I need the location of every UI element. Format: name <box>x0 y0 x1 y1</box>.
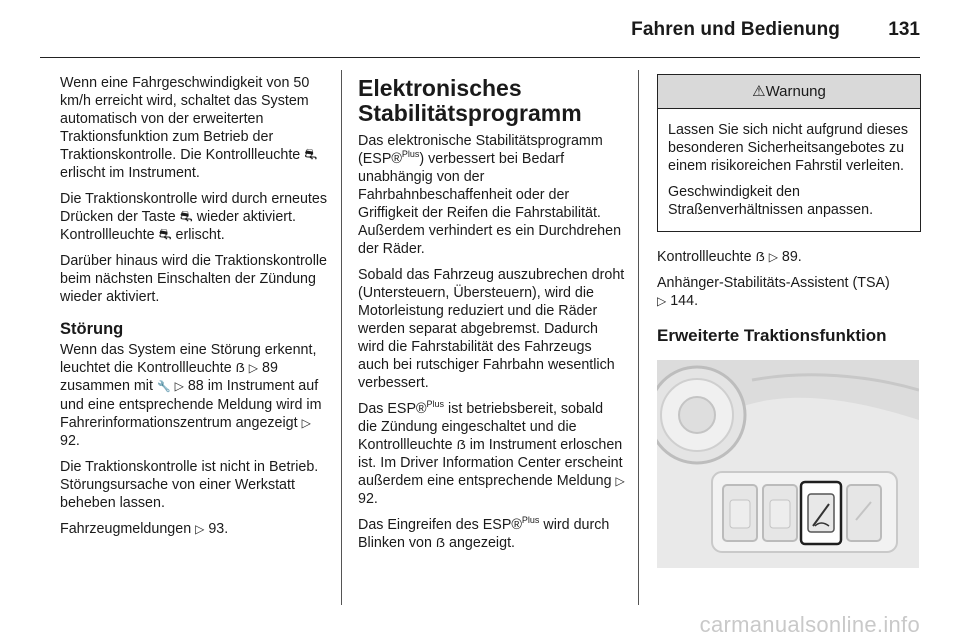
watermark: carmanualsonline.info <box>699 612 920 637</box>
paragraph: Wenn eine Fahrgeschwindigkeit von 50 km/h erreicht wird, schaltet das System automatisch von der erweiterten Traktionsfunktion zum Betrieb der Traktionskontrolle. Die Kontrollleuchte ⛐ erlischt im Instrument. <box>60 75 318 181</box>
ref-arrow-icon[interactable]: ▷ <box>657 294 667 308</box>
column-divider-2 <box>638 70 639 605</box>
ref-arrow-icon[interactable]: ▷ <box>615 474 625 488</box>
section-heading-esp: Elektronisches Stabilitätsprogramm <box>358 75 582 126</box>
column-3 <box>657 74 921 346</box>
traction-control-icon: ⛐ <box>158 226 172 243</box>
subheading-stoerung: Störung <box>60 320 124 338</box>
header-rule <box>40 57 920 58</box>
column-1 <box>60 74 328 546</box>
ref-arrow-icon[interactable]: ▷ <box>248 361 259 375</box>
paragraph: Anhänger-Stabilitäts-Assistent (TSA) ▷ 144. <box>657 275 890 309</box>
paragraph: Die Traktionskontrolle ist nicht in Betrieb. Störungsursache von einer Werkstatt beheben lassen. <box>60 459 319 511</box>
wrench-icon: 🔧 <box>156 381 171 393</box>
dashboard-switch-illustration <box>657 360 919 568</box>
paragraph: Das Eingreifen des ESP®$^{Plus}$ wird durch Blinken von ẞ angezeigt. <box>358 515 610 551</box>
paragraph: Darüber hinaus wird die Traktionskontrolle beim nächsten Einschalten der Zündung wieder aktiviert. <box>60 253 328 305</box>
warning-header <box>658 75 920 109</box>
paragraph: Wenn das System eine Störung erkennt, leuchtet die Kontrollleuchte ẞ ▷ 89 zusammen mit 🔧 ▷ 88 im Instrument auf und eine entsprechende Meldung wird im Fahrerinformationszentrum angezeigt ▷ 92. <box>60 342 322 449</box>
traction-control-icon: ⛐ <box>179 208 193 225</box>
column-2 <box>358 76 626 560</box>
paragraph: Das elektronische Stabilitätsprogramm (ESP®$^{Plus}$) verbessert bei Bedarf unabhängig von der Fahrbahnbeschaffenheit oder der Griffigkeit der Reifen die Fahrstabilität. Außerdem verhindert es ein Durchdrehen der Räder. <box>358 133 622 257</box>
warning-title: Warnung <box>765 83 826 100</box>
column-divider-1 <box>341 70 342 605</box>
traction-control-icon: ⛐ <box>304 146 318 163</box>
paragraph: Die Traktionskontrolle wird durch erneutes Drücken der Taste ⛐ wieder aktiviert. Kontrollleuchte ⛐ erlischt. <box>60 191 327 243</box>
section-heading-traction: Erweiterte Traktionsfunktion <box>657 326 887 345</box>
paragraph: Fahrzeugmeldungen ▷ 93. <box>60 521 229 537</box>
paragraph: Sobald das Fahrzeug auszubrechen droht (Untersteuern, Übersteuern), wird die Motorleistung reduziert und die Räder werden separat abgebremst. Dadurch wird die Fahrstabilität des Fahrzeugs auch bei rutschiger Fahrbahn wesentlich verbessert. <box>358 267 625 391</box>
header-title: Fahren und Bedienung <box>631 19 840 40</box>
ref-arrow-icon[interactable]: ▷ <box>195 522 205 536</box>
ref-arrow-icon[interactable]: ▷ <box>174 379 184 393</box>
esp-icon: ẞ <box>755 249 765 264</box>
page-number: 131 <box>888 19 920 40</box>
esp-icon: ẞ <box>235 360 245 375</box>
warning-icon: ⚠ <box>752 83 766 100</box>
warning-text: Geschwindigkeit den Straßenverhältnissen anpassen. <box>668 184 874 218</box>
esp-icon: ẞ <box>456 437 466 452</box>
warning-text: Lassen Sie sich nicht aufgrund dieses besonderen Sicherheitsangebotes zu einem risikoreichen Fahrstil verleiten. <box>668 122 909 174</box>
ref-arrow-icon[interactable]: ▷ <box>768 250 778 264</box>
ref-arrow-icon[interactable]: ▷ <box>301 416 311 430</box>
warning-box <box>657 74 921 232</box>
warning-body <box>658 109 920 231</box>
paragraph: Kontrollleuchte ẞ ▷ 89. <box>657 249 802 265</box>
esp-icon: ẞ <box>435 535 446 550</box>
paragraph: Das ESP®$^{Plus}$ ist betriebsbereit, sobald die Zündung eingeschaltet und die Kontrollleuchte ẞ im Instrument erloschen ist. Im Driver Information Center erscheint außerdem eine entsprechende Meldung ▷ 92. <box>358 399 625 507</box>
